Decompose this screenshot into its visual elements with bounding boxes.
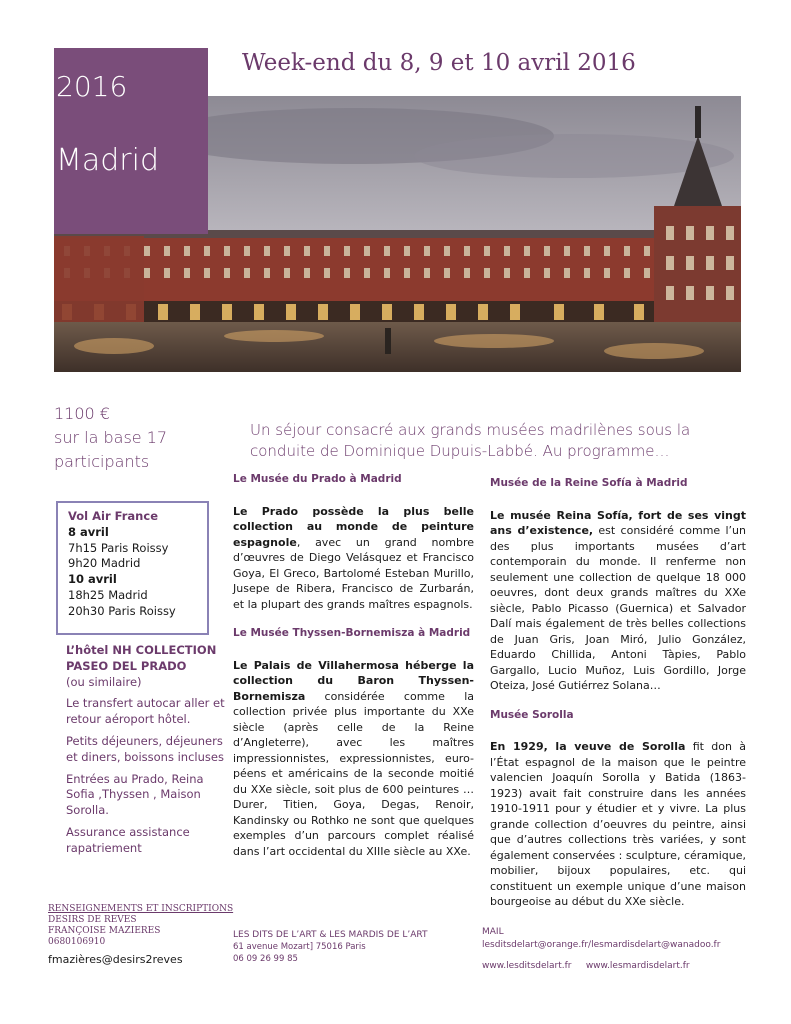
- transfer-text: Le transfert autocar aller et retour aéroport hôtel.: [66, 696, 225, 727]
- prado-heading: Le Musée du Prado à Madrid: [233, 473, 402, 485]
- hotel-block: [66, 643, 226, 863]
- base-line2: participants: [54, 452, 150, 471]
- reina-paragraph: [490, 508, 746, 694]
- sorolla-paragraph: [490, 739, 746, 910]
- meals-text: Petits déjeuners, déjeuners et diners, boissons incluses: [66, 733, 224, 764]
- middle-column: [233, 472, 474, 873]
- prado-paragraph: [233, 504, 474, 613]
- thyssen-bold: Le Palais de Villahermosa héberge la collection du Baron Thyssen-Bornemisza: [233, 658, 474, 703]
- assoc-address: 61 avenue Mozart] 75016 Paris: [233, 942, 366, 952]
- sorolla-heading: Musée Sorolla: [490, 708, 574, 721]
- intro-text: Un séjour consacré aux grands musées madrilènes sous la conduite de Dominique Dupuis-Labbé. Au programme…: [250, 421, 691, 460]
- hotel-similar: (ou similaire): [66, 674, 142, 689]
- thyssen-heading: Le Musée Thyssen-Bornemisza à Madrid: [233, 627, 471, 639]
- reina-bold: Le musée Reina Sofía, fort de ses vingt ans d’existence,: [490, 508, 746, 537]
- reina-text: est considéré comme l’un des plus importants musées d’art contemporain du monde. Il renferme non seulement une collection de quelque 18 000 oeuvres, dont deux grands maîtres du XXe siècle, Pablo Picasso (Guernica) et Salvador Dalí mais également de très belles collections de Juan Gris, Joan Miró, Julio González, Eduardo Chillida, Antoni Tàpies, Pablo Gargallo, Lucio Muñoz, Luis Gordillo, Jorge Oteiza, José Gutiérrez Solana…: [490, 524, 746, 692]
- weekend-title: Week-end du 8, 9 et 10 avril 2016: [242, 50, 636, 76]
- sorolla-bold: En 1929, la veuve de Sorolla: [490, 740, 686, 753]
- thyssen-text: considérée comme la collection privée plus importante du XXe siècle (après celle de la Reine d’Angleterre), avec les maîtres impressionnistes, expressionnistes, euro-péens et américains de la seconde moitié du XXe siècle, soit plus de 600 peintures … Durer, Titien, Goya, Degas, Renoir, Kandinsky ou Rothko ne sont que quelques exemples d’un parcours complet réalisé dans l’art occidental du XIIIe siècle au XXe.: [233, 689, 474, 858]
- flight-arr2: 20h30 Paris Roissy: [68, 603, 176, 618]
- websites: [482, 960, 720, 973]
- flight-arr1: 9h20 Madrid: [68, 556, 141, 571]
- price: 1100 €: [54, 404, 110, 423]
- title-block: [54, 48, 208, 234]
- contact-phone: 0680106910: [48, 937, 106, 947]
- flight-dep2: 18h25 Madrid: [68, 587, 148, 602]
- flight-day1: 8 avril: [68, 524, 109, 539]
- insurance-text: Assurance assistance rapatriement: [66, 824, 190, 855]
- city: Madrid: [56, 143, 160, 178]
- contact-name: FRANÇOISE MAZIERES: [48, 926, 161, 936]
- year: 2016: [56, 70, 128, 103]
- flight-title: Vol Air France: [68, 509, 158, 523]
- flight-box: [56, 501, 209, 635]
- reina-heading: Musée de la Reine Sofía à Madrid: [490, 477, 688, 489]
- website-1[interactable]: www.lesditsdelart.fr: [482, 961, 572, 971]
- entries-text: Entrées au Prado, Reina Sofia ,Thyssen , Maison Sorolla.: [66, 771, 204, 818]
- base-line1: sur la base 17: [54, 428, 168, 447]
- website-2[interactable]: www.lesmardisdelart.fr: [585, 961, 690, 971]
- thyssen-paragraph: [233, 658, 474, 860]
- assoc-phone: 06 09 26 99 85: [233, 954, 298, 964]
- footer-web: [482, 926, 720, 973]
- footer-assoc: [233, 929, 428, 965]
- hotel-name-1: L’hôtel NH COLLECTION: [66, 643, 217, 657]
- prado-text: , avec un grand nombre d’œuvres de Diego Velásquez et Francisco Goya, El Greco, Bartolomé Esteban Murillo, Jusepe de Ribera, Francisco de Zurbarán, et la plupart des grands maîtres espagnols.: [233, 535, 474, 611]
- hotel-name-2: PASEO DEL PRADO: [66, 658, 187, 673]
- right-column: [490, 476, 746, 924]
- flight-dep1: 7h15 Paris Roissy: [68, 540, 169, 555]
- prado-bold: Le Prado possède la plus belle collection au monde de peinture espagnole: [233, 504, 474, 549]
- mail-addresses[interactable]: lesditsdelart@orange.fr/lesmardisdelart@wanadoo.fr: [482, 940, 721, 950]
- flight-day2: 10 avril: [68, 572, 117, 587]
- org-name: DESIRS DE REVES: [48, 915, 137, 925]
- sorolla-text: fit don à l’État espagnol de la maison que le peintre valencien Joaquín Sorolla y Batida (1863-1923) avait fait construire dans les années 1910-1911 pour y étudier et y vivre. La plus grande collection d’oeuvres du peintre, ainsi que d’autres collections très variées, y sont également conservées : sculpture, céramique, mobilier, bijoux populaires, etc. qui constituent un exemple unique d’une maison bourgeoise au début du XXe siècle.: [490, 740, 747, 908]
- contact-email[interactable]: fmazières@desirs2reves: [48, 953, 183, 966]
- assoc-name: LES DITS DE L’ART & LES MARDIS DE L’ART: [233, 930, 428, 940]
- footer-contact: [48, 904, 233, 965]
- info-title: RENSEIGNEMENTS ET INSCRIPTIONS: [48, 904, 234, 914]
- mail-label: MAIL: [482, 927, 504, 937]
- price-block: [54, 402, 167, 474]
